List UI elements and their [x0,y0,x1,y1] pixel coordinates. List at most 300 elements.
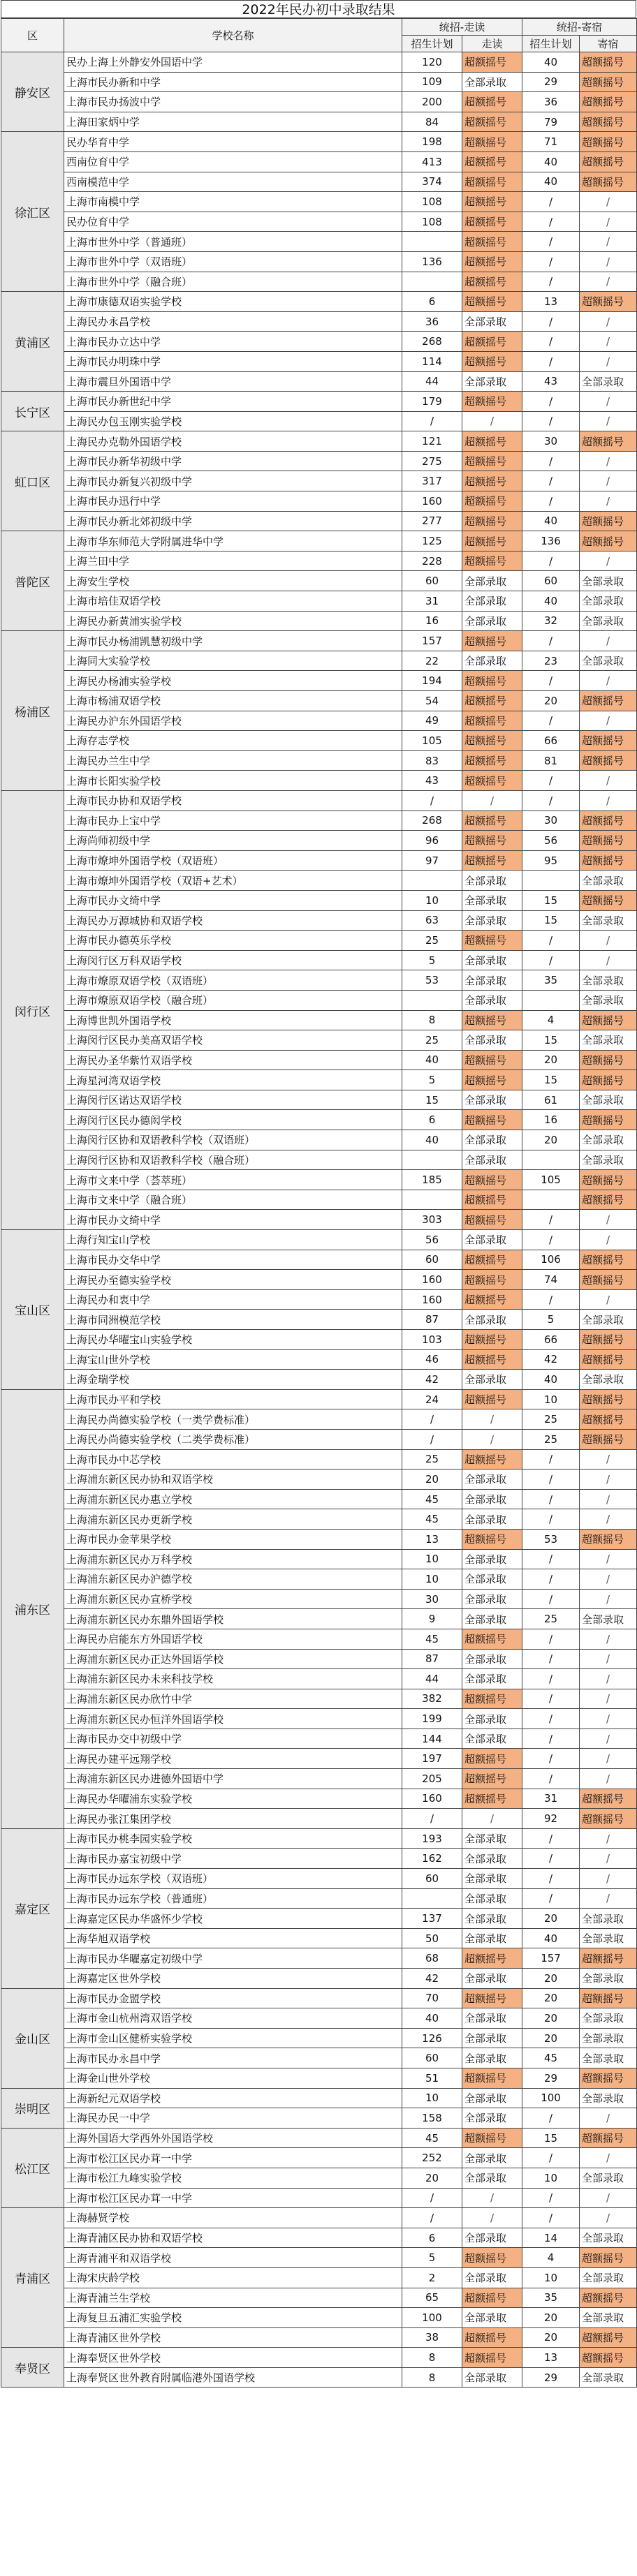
local-plan [402,1150,462,1170]
table-row [1,1809,637,1829]
board-plan: 23 [522,651,580,671]
board-plan: / [522,1649,580,1669]
local-status: 超额摇号 [462,1529,522,1549]
school-name: 上海市康德双语实验学校 [64,292,402,312]
local-status: 超额摇号 [462,1769,522,1789]
local-status: 全部录取 [462,1888,522,1909]
local-status: 超额摇号 [462,1050,522,1070]
local-plan: 108 [402,192,462,212]
board-plan: / [522,1689,580,1709]
local-status: / [462,1409,522,1430]
local-plan: / [402,1429,462,1449]
school-name: 上海浦东新区民办恒洋外国语学校 [64,1709,402,1729]
school-name: 民办华育中学 [64,132,402,152]
board-plan: / [522,1489,580,1509]
board-plan: 43 [522,371,580,392]
board-status: 超额摇号 [580,292,637,312]
table-row [1,1250,637,1270]
local-status: 超额摇号 [462,1289,522,1310]
school-name: 上海市燎坤外国语学校（双语班） [64,850,402,871]
local-status: 超额摇号 [462,831,522,851]
table-row [1,1969,637,1989]
board-plan: 40 [522,172,580,192]
local-status: 全部录取 [462,1709,522,1729]
local-plan: 205 [402,1769,462,1789]
local-status: 全部录取 [462,2168,522,2188]
board-plan: / [522,1669,580,1689]
board-plan: / [522,272,580,292]
table-row [1,1270,637,1290]
board-plan: / [522,2208,580,2228]
board-plan: / [522,332,580,352]
local-plan: 70 [402,1988,462,2008]
board-status: / [580,1689,637,1709]
school-name: 上海民办张江集团学校 [64,1809,402,1829]
local-status: 超额摇号 [462,351,522,371]
board-plan: 4 [522,2248,580,2268]
table-row [1,2327,637,2348]
board-status: / [580,1210,637,1230]
local-status: 全部录取 [462,2088,522,2108]
table-row [1,2308,637,2328]
board-plan: 66 [522,1330,580,1350]
local-status: 全部录取 [462,1370,522,1390]
local-plan: 22 [402,651,462,671]
board-status: / [580,2148,637,2168]
table-row [1,2028,637,2048]
board-plan: / [522,1869,580,1889]
local-status: / [462,2188,522,2208]
school-name: 上海浦东新区民办沪德学校 [64,1569,402,1590]
local-plan: 45 [402,1629,462,1649]
board-status: 全部录取 [580,1370,637,1390]
local-plan: 126 [402,2028,462,2048]
school-name: 上海市松江九峰实验学校 [64,2168,402,2188]
local-status: 超额摇号 [462,451,522,471]
board-status: / [580,251,637,272]
school-name: 上海浦东新区民办宣桥学校 [64,1589,402,1609]
board-status: / [580,1509,637,1530]
table-row [1,1210,637,1230]
board-status: / [580,1289,637,1310]
local-plan: 60 [402,571,462,591]
board-plan: / [522,1769,580,1789]
local-plan [402,272,462,292]
school-name: 上海市民办上宝中学 [64,810,402,831]
board-status: 超额摇号 [580,2248,637,2268]
school-name: 上海市世外中学（普通班） [64,232,402,252]
board-plan: 15 [522,2128,580,2148]
district-label: 虹口区 [1,431,64,531]
board-plan: 53 [522,1529,580,1549]
table-row [1,2128,637,2148]
board-plan: 20 [522,1050,580,1070]
table-row [1,1888,637,1909]
board-plan: / [522,392,580,412]
district-label: 静安区 [1,52,64,132]
school-name: 上海新纪元双语学校 [64,2088,402,2108]
local-status: 全部录取 [462,1470,522,1490]
local-plan: 46 [402,1349,462,1370]
board-plan: 20 [522,691,580,711]
table-row [1,1389,637,1409]
table-row [1,1789,637,1809]
board-status: / [580,1470,637,1490]
table-row [1,471,637,491]
table-row [1,251,637,272]
board-status: 全部录取 [580,1909,637,1929]
board-plan: 74 [522,1270,580,1290]
board-status: 超额摇号 [580,511,637,531]
district-label: 嘉定区 [1,1828,64,1988]
local-plan: 97 [402,850,462,871]
local-plan: 136 [402,251,462,272]
board-status: / [580,1849,637,1869]
board-status: / [580,1869,637,1889]
school-name: 上海市民办杨浦凯慧初级中学 [64,631,402,651]
local-status: 全部录取 [462,651,522,671]
local-plan: 120 [402,52,462,73]
local-status: 超额摇号 [462,1948,522,1969]
table-row [1,2168,637,2188]
local-status: 超额摇号 [462,1389,522,1409]
board-plan: / [522,931,580,951]
table-row [1,631,637,651]
district-label: 奉贤区 [1,2348,64,2388]
board-plan: 40 [522,151,580,172]
school-name: 上海民办启能东方外国语学校 [64,1629,402,1649]
board-plan: 5 [522,1310,580,1330]
table-row [1,910,637,931]
school-name: 上海民办和衷中学 [64,1289,402,1310]
table-row [1,2367,637,2388]
local-status: 全部录取 [462,1928,522,1948]
school-name: 上海市民办华曜嘉定初级中学 [64,1948,402,1969]
local-plan: 31 [402,591,462,612]
table-row [1,1349,637,1370]
school-name: 上海嘉定区世外学校 [64,1969,402,1989]
local-status: 全部录取 [462,1310,522,1330]
board-plan: 100 [522,2088,580,2108]
local-status: 超额摇号 [462,132,522,152]
school-name: 上海民办沪东外国语学校 [64,711,402,731]
local-plan: 40 [402,1050,462,1070]
local-status: 超额摇号 [462,232,522,252]
table-row [1,691,637,711]
table-row [1,1649,637,1669]
school-name: 上海市华东师范大学附属进华中学 [64,531,402,552]
local-status: 超额摇号 [462,810,522,831]
local-plan [402,1190,462,1210]
local-status: 全部录取 [462,2148,522,2168]
school-name: 上海市民办平和学校 [64,1389,402,1409]
local-plan: 199 [402,1709,462,1729]
board-plan: 30 [522,431,580,452]
table-row [1,2088,637,2108]
table-row [1,2148,637,2168]
board-status: / [580,1549,637,1569]
local-plan: / [402,2188,462,2208]
school-name: 上海同大实验学校 [64,651,402,671]
board-plan: 32 [522,611,580,631]
board-plan: / [522,1749,580,1769]
local-status: 超额摇号 [462,292,522,312]
school-name: 上海市民办扬波中学 [64,92,402,112]
local-plan: 197 [402,1749,462,1769]
board-status: 超额摇号 [580,531,637,552]
table-row [1,1569,637,1590]
local-plan: 20 [402,1470,462,1490]
district-label: 长宁区 [1,392,64,431]
local-status: 全部录取 [462,2008,522,2029]
table-row [1,571,637,591]
table-row [1,92,637,112]
school-name: 上海市民办金苹果学校 [64,1529,402,1549]
table-row [1,711,637,731]
board-status: 超额摇号 [580,2327,637,2348]
board-plan: / [522,2108,580,2129]
board-plan: 15 [522,1070,580,1090]
table-row [1,850,637,871]
board-plan: 4 [522,1010,580,1030]
board-plan: / [522,1709,580,1729]
local-plan: 45 [402,2128,462,2148]
school-name: 上海宝山世外学校 [64,1349,402,1370]
board-status: / [580,551,637,571]
board-plan: / [522,1470,580,1490]
board-plan: / [522,1589,580,1609]
school-name: 上海浦东新区民办协和双语学校 [64,1470,402,1490]
local-plan: 8 [402,2367,462,2388]
board-plan: 31 [522,1789,580,1809]
board-plan: 66 [522,731,580,751]
table-row [1,311,637,332]
school-name: 上海市民办中芯学校 [64,1449,402,1470]
board-plan: 30 [522,810,580,831]
local-plan: 45 [402,1489,462,1509]
table-row [1,52,637,73]
table-header [1,19,637,52]
local-plan: 30 [402,1589,462,1609]
board-status: 超额摇号 [580,1349,637,1370]
board-plan [522,1190,580,1210]
school-name: 上海存志学校 [64,731,402,751]
board-status: 超额摇号 [580,810,637,831]
board-status: 超额摇号 [580,92,637,112]
local-plan: 65 [402,2288,462,2308]
school-name: 上海华旭双语学校 [64,1928,402,1948]
table-row [1,871,637,891]
local-status: 全部录取 [462,990,522,1010]
board-plan: 29 [522,2367,580,2388]
board-status: 全部录取 [580,1969,637,1989]
board-plan: 79 [522,112,580,132]
local-status: 超额摇号 [462,1330,522,1350]
district-label: 杨浦区 [1,631,64,791]
district-label: 普陀区 [1,531,64,631]
table-row [1,531,637,552]
local-plan: / [402,790,462,810]
local-status: 全部录取 [462,2308,522,2328]
local-plan: 25 [402,931,462,951]
local-status: 全部录取 [462,1729,522,1749]
board-plan: 20 [522,2028,580,2048]
local-status: 超额摇号 [462,471,522,491]
board-plan [522,990,580,1010]
local-plan: 84 [402,112,462,132]
local-plan: 44 [402,1669,462,1689]
local-status: 全部录取 [462,1609,522,1629]
local-plan: 10 [402,1549,462,1569]
table-row [1,2108,637,2129]
school-name: 上海田家炳中学 [64,112,402,132]
board-status: / [580,1230,637,1250]
local-plan: 109 [402,72,462,92]
table-row [1,172,637,192]
local-status: 全部录取 [462,1569,522,1590]
school-name: 上海市民办远东学校（普通班） [64,1888,402,1909]
table-row [1,2188,637,2208]
table-body [1,52,637,2388]
board-plan: 106 [522,1250,580,1270]
table-row [1,1489,637,1509]
school-name: 上海浦东新区民办更新学校 [64,1509,402,1530]
table-row [1,1409,637,1430]
local-plan: 38 [402,2327,462,2348]
table-row [1,1130,637,1150]
board-status: 超额摇号 [580,1170,637,1190]
district-label: 徐汇区 [1,132,64,292]
local-status: 超额摇号 [462,2327,522,2348]
board-status: 全部录取 [580,1609,637,1629]
local-plan: 200 [402,92,462,112]
local-plan: 317 [402,471,462,491]
table-row [1,332,637,352]
table-row [1,212,637,232]
local-plan: 413 [402,151,462,172]
school-name: 上海外国语大学西外外国语学校 [64,2128,402,2148]
board-plan: 10 [522,2168,580,2188]
table-row [1,1170,637,1190]
school-name: 上海民办建平远翔学校 [64,1749,402,1769]
board-plan: / [522,212,580,232]
board-status: / [580,351,637,371]
school-name: 上海市文来中学（荟萃班） [64,1170,402,1190]
board-status: 超额摇号 [580,52,637,73]
local-status: 全部录取 [462,2108,522,2129]
local-status: 超额摇号 [462,1789,522,1809]
local-status: 全部录取 [462,950,522,970]
school-name: 上海市文来中学（融合班） [64,1190,402,1210]
local-status: 超额摇号 [462,1270,522,1290]
local-status: 全部录取 [462,1649,522,1669]
school-name: 上海青浦区世外学校 [64,2327,402,2348]
board-status: 全部录取 [580,571,637,591]
local-status: 超额摇号 [462,1170,522,1190]
table-row [1,72,637,92]
board-plan: / [522,451,580,471]
local-plan: 277 [402,511,462,531]
board-status: 全部录取 [580,2088,637,2108]
board-status: 全部录取 [580,910,637,931]
local-plan: 43 [402,771,462,791]
local-plan: 268 [402,332,462,352]
board-plan: 61 [522,1090,580,1110]
board-status: 超额摇号 [580,2348,637,2368]
local-plan: 68 [402,1948,462,1969]
table-row [1,2267,637,2288]
table-row [1,1948,637,1969]
table-row [1,1509,637,1530]
table-row [1,1909,637,1929]
board-plan: 35 [522,2288,580,2308]
board-plan: 35 [522,970,580,991]
local-status: 全部录取 [462,1090,522,1110]
local-status: 超额摇号 [462,1250,522,1270]
board-status: 全部录取 [580,2267,637,2288]
board-plan: / [522,1569,580,1590]
table-row [1,1030,637,1051]
local-plan: 53 [402,970,462,991]
board-plan: 25 [522,1429,580,1449]
local-plan: 40 [402,2008,462,2029]
board-plan: / [522,1449,580,1470]
table-row [1,1769,637,1789]
school-name: 上海嘉定区民办华盛怀少学校 [64,1909,402,1929]
board-status: / [580,471,637,491]
board-status: 超额摇号 [580,750,637,771]
board-status: / [580,1449,637,1470]
board-status: 超额摇号 [580,831,637,851]
board-plan: 71 [522,132,580,152]
table-row [1,771,637,791]
table-row [1,151,637,172]
district-label: 崇明区 [1,2088,64,2128]
table-row [1,1589,637,1609]
local-plan: 36 [402,311,462,332]
board-plan: / [522,1849,580,1869]
school-name: 上海市民办交中初级中学 [64,1729,402,1749]
board-plan: 40 [522,52,580,73]
school-name: 上海浦东新区民办万科学校 [64,1549,402,1569]
board-status: / [580,272,637,292]
board-plan: 81 [522,750,580,771]
board-status: / [580,1828,637,1849]
board-status: 全部录取 [580,2168,637,2188]
school-name: 上海市民办远东学校（双语班） [64,1869,402,1889]
board-status: / [580,1888,637,1909]
board-status: 超额摇号 [580,1389,637,1409]
local-plan: 87 [402,1649,462,1669]
board-status: 超额摇号 [580,731,637,751]
board-plan: / [522,351,580,371]
school-name: 上海市民办新华初级中学 [64,451,402,471]
local-plan: 374 [402,172,462,192]
board-status: 超额摇号 [580,691,637,711]
school-name: 上海宋庆龄学校 [64,2267,402,2288]
board-status: / [580,790,637,810]
board-plan: 20 [522,1909,580,1929]
table-row [1,1609,637,1629]
local-plan: 56 [402,1230,462,1250]
board-plan: 136 [522,531,580,552]
board-plan: / [522,711,580,731]
table-row [1,2068,637,2088]
local-status: 全部录取 [462,2048,522,2068]
board-status: 超额摇号 [580,2128,637,2148]
school-name: 上海民办克勒外国语学校 [64,431,402,452]
local-plan: 121 [402,431,462,452]
